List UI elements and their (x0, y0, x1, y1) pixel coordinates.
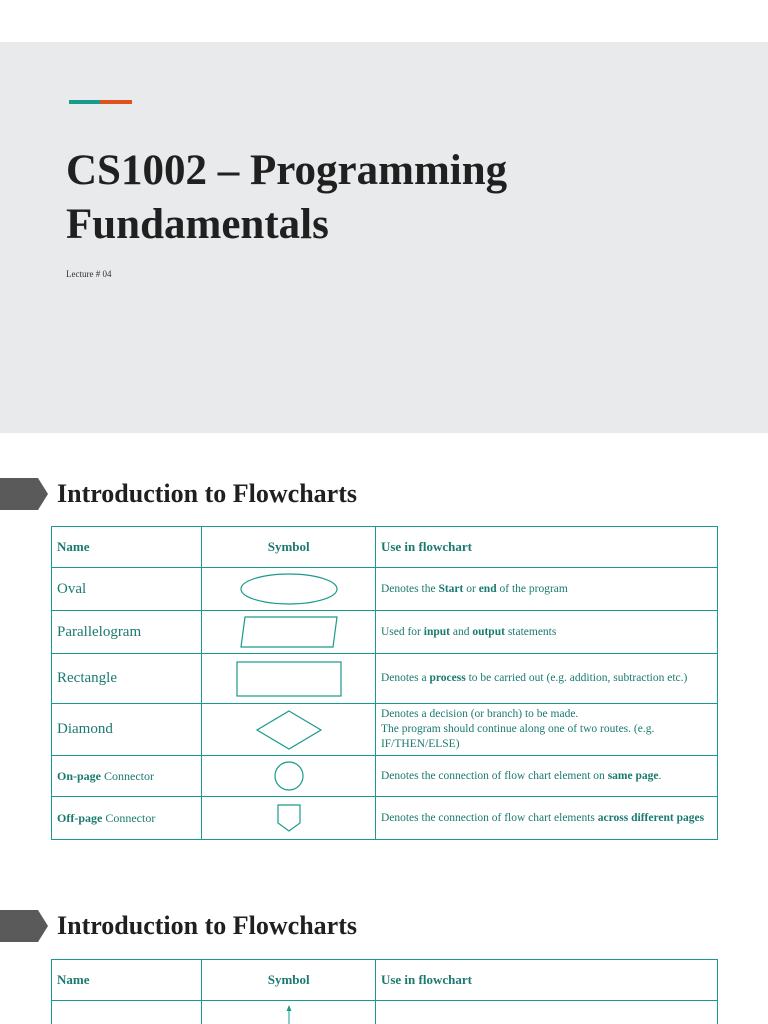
circle-connector-symbol (202, 756, 376, 797)
header-name: Name (52, 960, 202, 1001)
table-header-row (52, 527, 718, 568)
table-row (52, 797, 718, 840)
symbol-use: Used for input and output statements (375, 611, 717, 654)
parallelogram-symbol (202, 611, 376, 654)
accent-bar-orange (100, 100, 132, 104)
oval-symbol (202, 568, 376, 611)
header-symbol: Symbol (202, 527, 376, 568)
symbol-name (52, 1001, 202, 1024)
accent-bar-teal (69, 100, 100, 104)
symbol-use: Denotes the Start or end of the program (375, 568, 717, 611)
slide-flowchart-symbols-1 (0, 433, 768, 863)
offpage-connector-symbol (202, 797, 376, 840)
presentation-title: CS1002 – Programming Fundamentals (66, 147, 508, 248)
table-row (52, 654, 718, 704)
table-header-row (52, 960, 718, 1001)
table-row (52, 611, 718, 654)
symbol-name: Oval (52, 568, 202, 611)
slide-arrow-tab (0, 478, 48, 510)
symbol-name: On-page Connector (52, 756, 202, 797)
table-row (52, 756, 718, 797)
flowchart-symbols-table (51, 526, 718, 840)
title-slide (0, 42, 768, 433)
symbol-use: Denotes the connection of flow chart elements across different pages (375, 797, 717, 840)
lecture-number: Lecture # 04 (66, 269, 112, 279)
header-use: Use in flowchart (375, 527, 717, 568)
slide-flowchart-symbols-2 (0, 863, 768, 1024)
table-row (52, 704, 718, 756)
symbol-use: Denotes a decision (or branch) to be made. The program should continue along one of two routes. (e.g. IF/THEN/ELSE) (375, 704, 717, 756)
slide-heading: Introduction to Flowcharts (57, 479, 357, 508)
symbol-use: Denotes the connection of flow chart element on same page. (375, 756, 717, 797)
symbol-name: Parallelogram (52, 611, 202, 654)
symbol-name: Off-page Connector (52, 797, 202, 840)
table-row (52, 568, 718, 611)
header-use: Use in flowchart (375, 960, 717, 1001)
flowchart-symbols-table (51, 959, 718, 1024)
symbol-use (375, 1001, 717, 1024)
symbol-use: Denotes a process to be carried out (e.g. addition, subtraction etc.) (375, 654, 717, 704)
symbol-name: Rectangle (52, 654, 202, 704)
flow-line-symbol (202, 1001, 376, 1024)
symbol-name: Diamond (52, 704, 202, 756)
diamond-symbol (202, 704, 376, 756)
slide-heading: Introduction to Flowcharts (57, 911, 357, 940)
slide-arrow-tab (0, 910, 48, 942)
rectangle-symbol (202, 654, 376, 704)
accent-bar (69, 100, 132, 104)
header-name: Name (52, 527, 202, 568)
table-row (52, 1001, 718, 1024)
header-symbol: Symbol (202, 960, 376, 1001)
